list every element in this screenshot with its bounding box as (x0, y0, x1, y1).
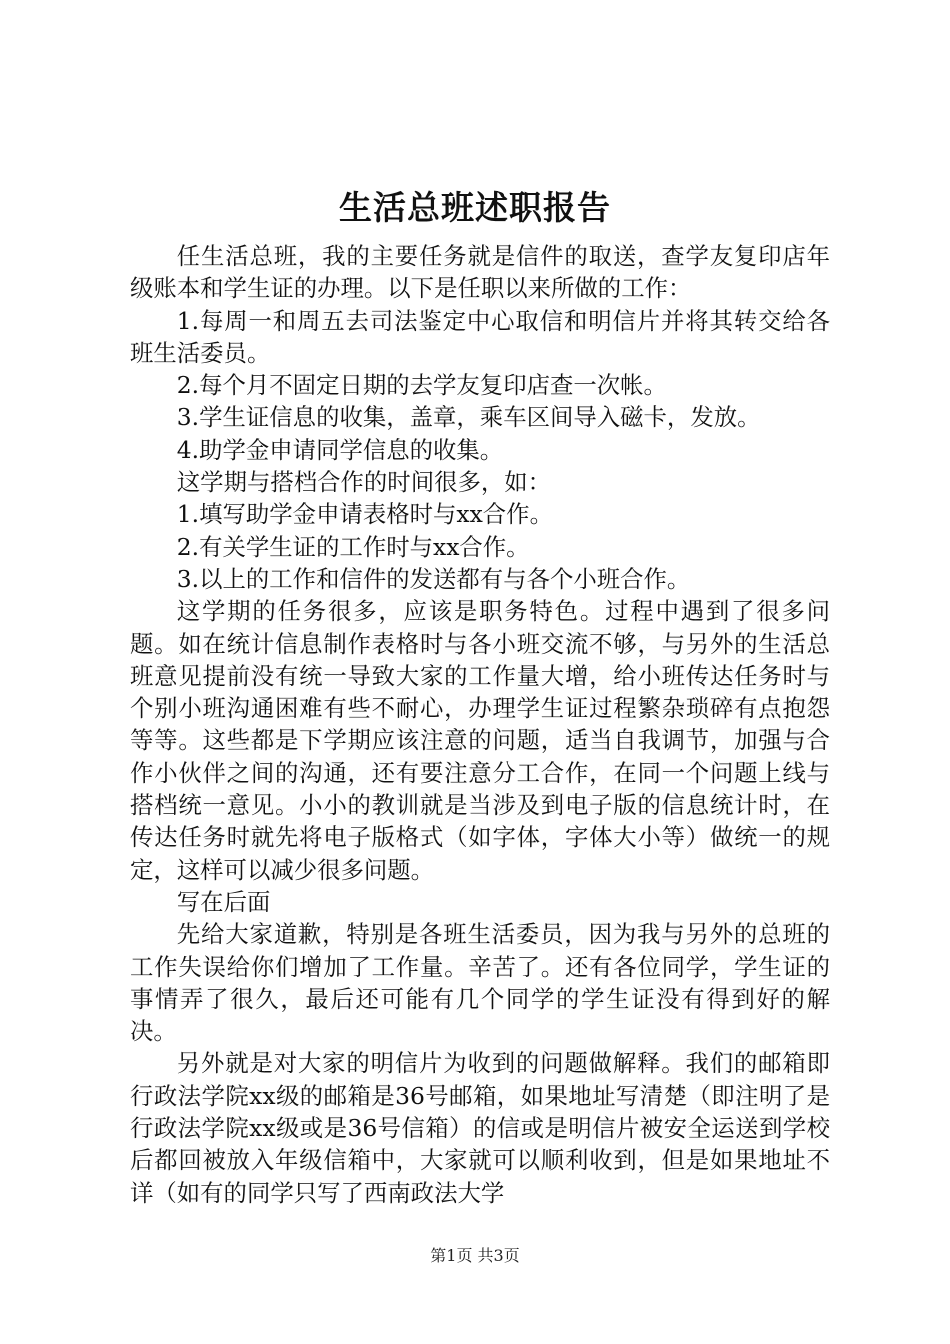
paragraph: 先给大家道歉，特别是各班生活委员，因为我与另外的总班的工作失误给你们增加了工作量。辛苦了。还有各位同学，学生证的事情弄了很久，最后还可能有几个同学的学生证没有得到好的解决。 (130, 920, 830, 1046)
document-title: 生活总班述职报告 (339, 188, 611, 227)
paragraph: 3.学生证信息的收集，盖章，乘车区间导入磁卡，发放。 (176, 403, 761, 432)
paragraph: 1.每周一和周五去司法鉴定中心取信和明信片并将其转交给各班生活委员。 (130, 306, 830, 367)
paragraph: 1.填写助学金申请表格时与xx合作。 (176, 500, 553, 529)
section-heading: 写在后面 (176, 887, 271, 916)
paragraph: 4.助学金申请同学信息的收集。 (176, 435, 504, 464)
paragraph: 另外就是对大家的明信片为收到的问题做解释。我们的邮箱即行政法学院xx级的邮箱是36号邮箱，如果地址写清楚（即注明了是行政法学院xx级或是36号信箱）的信或是明信片被安全运送到学校后都回被放入年级信箱中，大家就可以顺利收到，但是如果地址不详（如有的同学只写了西南政法大学 (130, 1049, 830, 1207)
paragraph: 这学期的任务很多，应该是职务特色。过程中遇到了很多问题。如在统计信息制作表格时与各小班交流不够，与另外的生活总班意见提前没有统一导致大家的工作量大增，给小班传达任务时与个别小班沟通困难有些不耐心，办理学生证过程繁杂琐碎有点抱怨等等。这些都是下学期应该注意的问题，适当自我调节，加强与合作小伙伴之间的沟通，还有要注意分工合作，在同一个问题上线与搭档统一意见。小小的教训就是当涉及到电子版的信息统计时，在传达任务时就先将电子版格式（如字体，字体大小等）做统一的规定，这样可以减少很多问题。 (130, 597, 830, 884)
page-footer: 第1页 共3页 (430, 1246, 520, 1265)
paragraph: 3.以上的工作和信件的发送都有与各个小班合作。 (176, 564, 691, 593)
document-body (130, 240, 830, 1209)
paragraph: 任生活总班，我的主要任务就是信件的取送，查学友复印店年级账本和学生证的办理。以下是任职以来所做的工作： (130, 242, 830, 303)
paragraph: 这学期与搭档合作的时间很多，如： (176, 468, 552, 497)
paragraph: 2.有关学生证的工作时与xx合作。 (176, 532, 530, 561)
paragraph: 2.每个月不固定日期的去学友复印店查一次帐。 (176, 371, 667, 400)
